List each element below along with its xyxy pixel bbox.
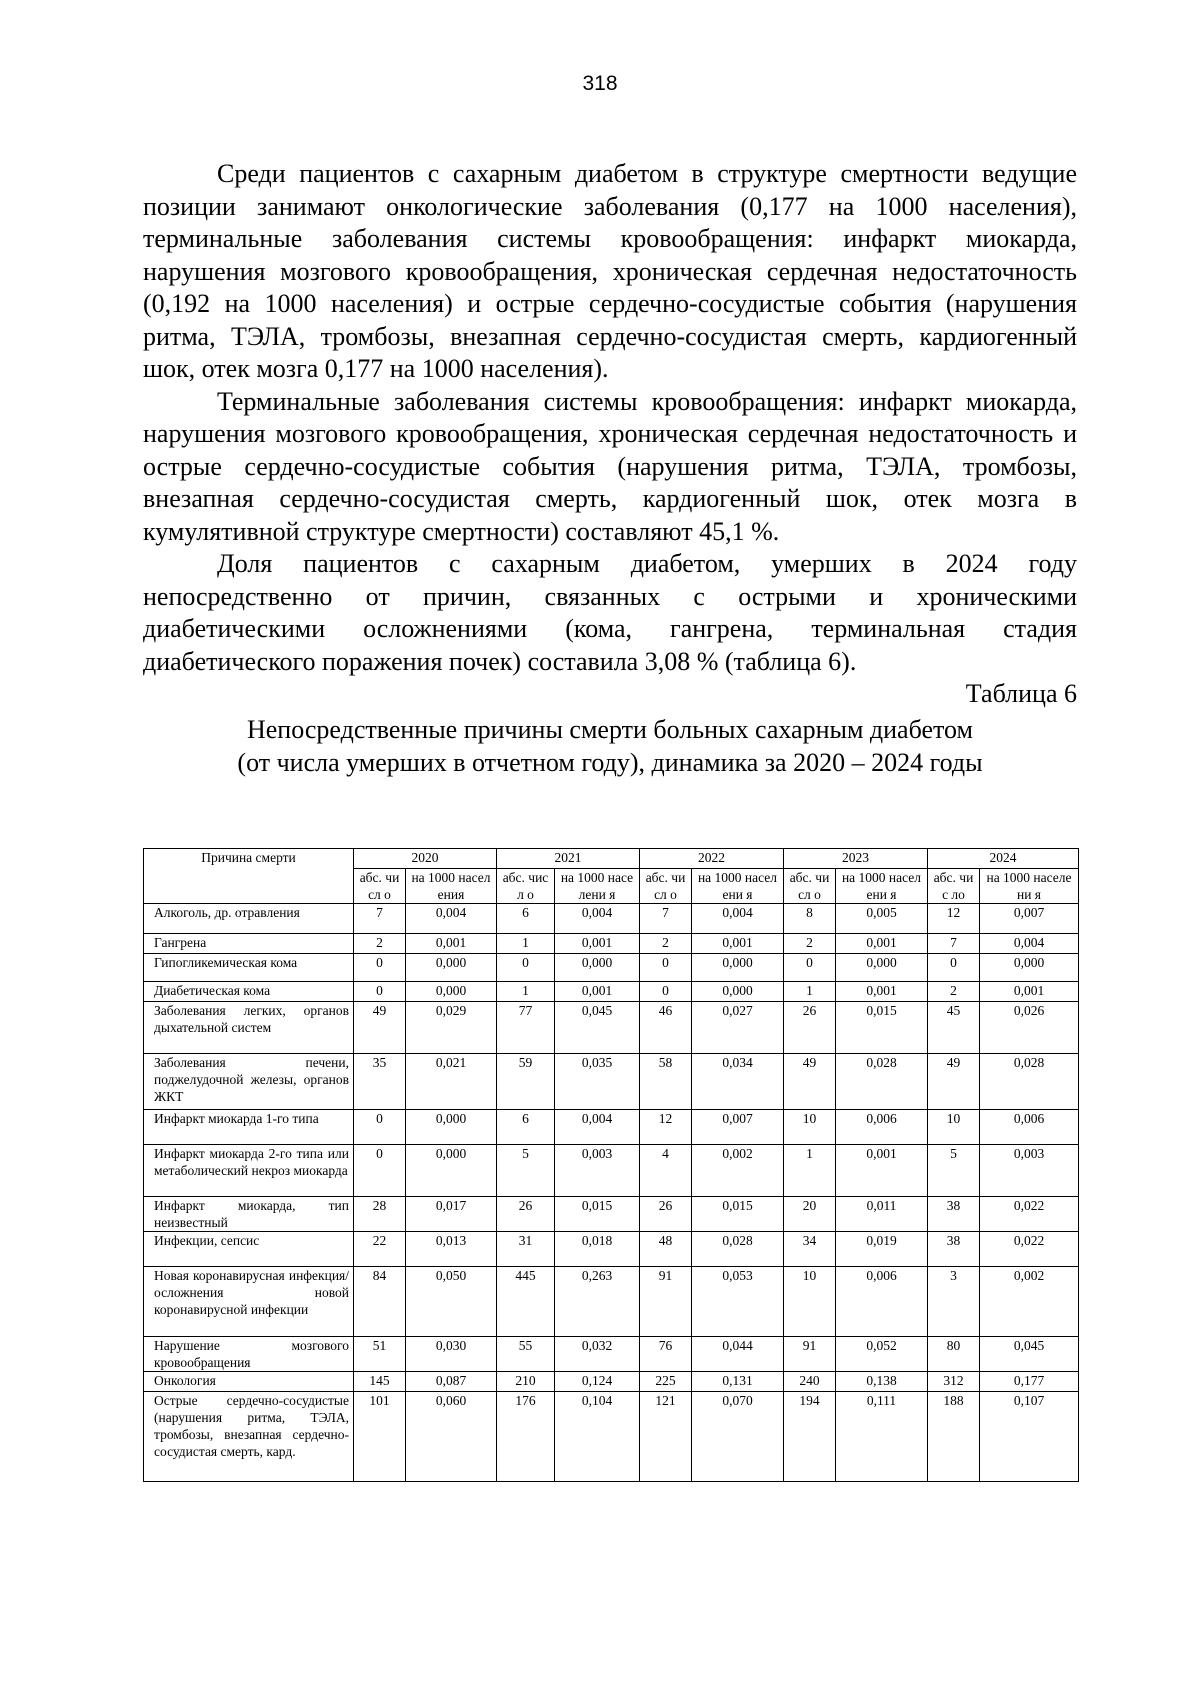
rate-value-cell: 0,007	[980, 904, 1079, 934]
abs-value-cell: 101	[354, 1392, 406, 1482]
abs-value-cell: 0	[354, 1145, 406, 1197]
paragraph: Среди пациентов с сахарным диабетом в структуре смертности ведущие позиции занимают онкологические заболевания (0,177 на 1000 населения), терминальные заболевания системы кровообращения: инфаркт миокарда, нарушения мозгового кровообращения, хроническая сердечная недостаточность (0,192 на 1000 населения) и острые сердечно-сосудистые события (нарушения ритма, ТЭЛА, тромбозы, внезапная сердечно-сосудистая смерть, кардиогенный шок, отек мозга 0,177 на 1000 населения).	[143, 159, 1077, 383]
rate-value-cell: 0,005	[836, 904, 928, 934]
rate-value-cell: 0,022	[980, 1197, 1079, 1232]
table-row	[144, 954, 1079, 982]
rate-header: на 1000 населени я	[980, 869, 1079, 904]
abs-header: абс. числ о	[497, 869, 555, 904]
abs-value-cell: 49	[784, 1054, 836, 1110]
year-header: 2020	[354, 849, 497, 869]
abs-value-cell: 6	[497, 904, 555, 934]
abs-value-cell: 34	[784, 1232, 836, 1267]
rate-value-cell: 0,000	[406, 1145, 497, 1197]
rate-header: на 1000 населения	[406, 869, 497, 904]
abs-value-cell: 121	[640, 1392, 692, 1482]
rate-value-cell: 0,007	[692, 1110, 784, 1145]
abs-value-cell: 49	[928, 1054, 980, 1110]
rate-value-cell: 0,004	[692, 904, 784, 934]
cause-cell: Инфаркт миокарда 2-го типа или метаболический некроз миокарда	[144, 1145, 354, 1197]
rate-value-cell: 0,263	[555, 1267, 640, 1337]
rate-header: на 1000 населени я	[836, 869, 928, 904]
rate-value-cell: 0,003	[555, 1145, 640, 1197]
page-number: 318	[582, 72, 618, 95]
table-label: Таблица 6	[965, 679, 1077, 708]
rate-value-cell: 0,000	[406, 1110, 497, 1145]
rate-value-cell: 0,015	[836, 1002, 928, 1054]
abs-value-cell: 48	[640, 1232, 692, 1267]
table-row	[144, 1145, 1079, 1197]
cause-header: Причина смерти	[144, 849, 354, 904]
abs-value-cell: 6	[497, 1110, 555, 1145]
abs-value-cell: 91	[784, 1337, 836, 1372]
abs-value-cell: 38	[928, 1232, 980, 1267]
rate-value-cell: 0,050	[406, 1267, 497, 1337]
abs-header: абс. числ о	[640, 869, 692, 904]
abs-value-cell: 84	[354, 1267, 406, 1337]
cause-cell: Новая коронавирусная инфекция/осложнения новой коронавирусной инфекции	[144, 1267, 354, 1337]
rate-value-cell: 0,017	[406, 1197, 497, 1232]
year-header: 2023	[784, 849, 928, 869]
abs-value-cell: 31	[497, 1232, 555, 1267]
abs-value-cell: 188	[928, 1392, 980, 1482]
table-row	[144, 1392, 1079, 1482]
abs-value-cell: 35	[354, 1054, 406, 1110]
paragraph: Терминальные заболевания системы кровообращения: инфаркт миокарда, нарушения мозгового кровообращения, хроническая сердечная недостаточность и острые сердечно-сосудистые события (нарушения ритма, ТЭЛА, тромбозы, внезапная сердечно-сосудистая смерть, кардиогенный шок, отек мозга в кумулятивной структуре смертности) составляют 45,1 %.	[143, 386, 1077, 546]
rate-value-cell: 0,004	[980, 934, 1079, 954]
rate-value-cell: 0,001	[836, 934, 928, 954]
rate-value-cell: 0,001	[555, 982, 640, 1002]
abs-value-cell: 7	[640, 904, 692, 934]
rate-value-cell: 0,028	[836, 1054, 928, 1110]
cause-cell: Гипогликемическая кома	[144, 954, 354, 982]
rate-value-cell: 0,052	[836, 1337, 928, 1372]
rate-value-cell: 0,032	[555, 1337, 640, 1372]
rate-value-cell: 0,030	[406, 1337, 497, 1372]
cause-cell: Диабетическая кома	[144, 982, 354, 1002]
year-header: 2024	[928, 849, 1079, 869]
table-row	[144, 1267, 1079, 1337]
rate-value-cell: 0,053	[692, 1267, 784, 1337]
abs-value-cell: 225	[640, 1372, 692, 1392]
rate-value-cell: 0,070	[692, 1392, 784, 1482]
rate-value-cell: 0,044	[692, 1337, 784, 1372]
abs-value-cell: 1	[784, 1145, 836, 1197]
rate-value-cell: 0,028	[692, 1232, 784, 1267]
rate-value-cell: 0,021	[406, 1054, 497, 1110]
rate-value-cell: 0,002	[692, 1145, 784, 1197]
abs-value-cell: 91	[640, 1267, 692, 1337]
abs-value-cell: 20	[784, 1197, 836, 1232]
cause-cell: Острые сердечно-сосудистые (нарушения ритма, ТЭЛА, тромбозы, внезапная сердечно-сосудистая смерть, кард.	[144, 1392, 354, 1482]
abs-value-cell: 445	[497, 1267, 555, 1337]
abs-value-cell: 26	[640, 1197, 692, 1232]
abs-value-cell: 10	[784, 1110, 836, 1145]
rate-value-cell: 0,011	[836, 1197, 928, 1232]
abs-value-cell: 2	[640, 934, 692, 954]
abs-value-cell: 55	[497, 1337, 555, 1372]
rate-value-cell: 0,124	[555, 1372, 640, 1392]
rate-value-cell: 0,015	[555, 1197, 640, 1232]
cause-cell: Инфекции, сепсис	[144, 1232, 354, 1267]
abs-value-cell: 28	[354, 1197, 406, 1232]
rate-value-cell: 0,001	[980, 982, 1079, 1002]
abs-value-cell: 8	[784, 904, 836, 934]
abs-header: абс. чис ло	[928, 869, 980, 904]
abs-value-cell: 38	[928, 1197, 980, 1232]
rate-value-cell: 0,027	[692, 1002, 784, 1054]
table-row	[144, 1002, 1079, 1054]
rate-value-cell: 0,138	[836, 1372, 928, 1392]
table-row	[144, 1110, 1079, 1145]
table-row	[144, 934, 1079, 954]
abs-value-cell: 77	[497, 1002, 555, 1054]
abs-value-cell: 59	[497, 1054, 555, 1110]
paragraph: Доля пациентов с сахарным диабетом, умерших в 2024 году непосредственно от причин, связанных с острыми и хроническими диабетическими осложнениями (кома, гангрена, терминальная стадия диабетического поражения почек) составила 3,08 % (таблица 6).	[143, 549, 1077, 676]
abs-value-cell: 0	[354, 982, 406, 1002]
rate-value-cell: 0,022	[980, 1232, 1079, 1267]
abs-value-cell: 10	[928, 1110, 980, 1145]
abs-value-cell: 2	[928, 982, 980, 1002]
abs-value-cell: 0	[784, 954, 836, 982]
abs-header: абс. числ о	[784, 869, 836, 904]
rate-value-cell: 0,000	[692, 982, 784, 1002]
rate-value-cell: 0,034	[692, 1054, 784, 1110]
rate-value-cell: 0,177	[980, 1372, 1079, 1392]
abs-value-cell: 0	[640, 982, 692, 1002]
rate-value-cell: 0,045	[555, 1002, 640, 1054]
rate-value-cell: 0,006	[836, 1110, 928, 1145]
abs-value-cell: 312	[928, 1372, 980, 1392]
abs-value-cell: 46	[640, 1002, 692, 1054]
abs-value-cell: 3	[928, 1267, 980, 1337]
abs-value-cell: 26	[497, 1197, 555, 1232]
abs-value-cell: 2	[354, 934, 406, 954]
rate-value-cell: 0,000	[836, 954, 928, 982]
table-row	[144, 904, 1079, 934]
rate-value-cell: 0,018	[555, 1232, 640, 1267]
abs-value-cell: 49	[354, 1002, 406, 1054]
abs-value-cell: 7	[928, 934, 980, 954]
abs-value-cell: 76	[640, 1337, 692, 1372]
rate-value-cell: 0,000	[555, 954, 640, 982]
abs-value-cell: 1	[497, 934, 555, 954]
rate-header: на 1000 населени я	[692, 869, 784, 904]
abs-value-cell: 1	[784, 982, 836, 1002]
abs-value-cell: 0	[640, 954, 692, 982]
abs-value-cell: 7	[354, 904, 406, 934]
cause-cell: Заболевания легких, органов дыхательной систем	[144, 1002, 354, 1054]
table-body	[144, 904, 1079, 1482]
rate-value-cell: 0,104	[555, 1392, 640, 1482]
abs-value-cell: 210	[497, 1372, 555, 1392]
abs-value-cell: 0	[354, 954, 406, 982]
rate-value-cell: 0,000	[406, 982, 497, 1002]
table-row	[144, 982, 1079, 1002]
rate-value-cell: 0,026	[980, 1002, 1079, 1054]
table-title-line: Непосредственные причины смерти больных сахарным диабетом	[246, 714, 974, 744]
rate-value-cell: 0,013	[406, 1232, 497, 1267]
rate-value-cell: 0,035	[555, 1054, 640, 1110]
rate-value-cell: 0,000	[980, 954, 1079, 982]
rate-value-cell: 0,004	[555, 904, 640, 934]
year-header: 2021	[497, 849, 640, 869]
table-title	[143, 713, 1077, 779]
abs-value-cell: 26	[784, 1002, 836, 1054]
rate-value-cell: 0,131	[692, 1372, 784, 1392]
abs-value-cell: 22	[354, 1232, 406, 1267]
cause-cell: Алкоголь, др. отравления	[144, 904, 354, 934]
document-body	[143, 158, 1077, 779]
year-header: 2022	[640, 849, 784, 869]
rate-value-cell: 0,001	[406, 934, 497, 954]
abs-value-cell: 0	[354, 1110, 406, 1145]
rate-value-cell: 0,028	[980, 1054, 1079, 1110]
rate-value-cell: 0,045	[980, 1337, 1079, 1372]
cause-cell: Инфаркт миокарда 1-го типа	[144, 1110, 354, 1145]
cause-cell: Гангрена	[144, 934, 354, 954]
rate-value-cell: 0,001	[836, 982, 928, 1002]
abs-value-cell: 10	[784, 1267, 836, 1337]
abs-value-cell: 80	[928, 1337, 980, 1372]
abs-value-cell: 12	[928, 904, 980, 934]
table-row	[144, 1232, 1079, 1267]
rate-value-cell: 0,107	[980, 1392, 1079, 1482]
cause-cell: Инфаркт миокарда, тип неизвестный	[144, 1197, 354, 1232]
rate-value-cell: 0,001	[555, 934, 640, 954]
rate-value-cell: 0,004	[406, 904, 497, 934]
mortality-table	[143, 848, 1079, 1482]
abs-value-cell: 12	[640, 1110, 692, 1145]
rate-value-cell: 0,060	[406, 1392, 497, 1482]
table-title-line: (от числа умерших в отчетном году), динамика за 2020 – 2024 годы	[237, 747, 983, 777]
abs-value-cell: 0	[497, 954, 555, 982]
rate-value-cell: 0,001	[692, 934, 784, 954]
rate-value-cell: 0,019	[836, 1232, 928, 1267]
rate-value-cell: 0,029	[406, 1002, 497, 1054]
rate-value-cell: 0,000	[406, 954, 497, 982]
rate-value-cell: 0,002	[980, 1267, 1079, 1337]
abs-value-cell: 5	[497, 1145, 555, 1197]
cause-cell: Онкология	[144, 1372, 354, 1392]
rate-value-cell: 0,003	[980, 1145, 1079, 1197]
table-row	[144, 1054, 1079, 1110]
rate-value-cell: 0,006	[980, 1110, 1079, 1145]
abs-value-cell: 4	[640, 1145, 692, 1197]
abs-value-cell: 58	[640, 1054, 692, 1110]
abs-value-cell: 0	[928, 954, 980, 982]
abs-value-cell: 194	[784, 1392, 836, 1482]
rate-value-cell: 0,004	[555, 1110, 640, 1145]
abs-value-cell: 240	[784, 1372, 836, 1392]
rate-value-cell: 0,000	[692, 954, 784, 982]
abs-value-cell: 5	[928, 1145, 980, 1197]
rate-value-cell: 0,001	[836, 1145, 928, 1197]
rate-value-cell: 0,006	[836, 1267, 928, 1337]
abs-value-cell: 45	[928, 1002, 980, 1054]
rate-value-cell: 0,015	[692, 1197, 784, 1232]
rate-header: на 1000 населени я	[555, 869, 640, 904]
rate-value-cell: 0,111	[836, 1392, 928, 1482]
abs-value-cell: 176	[497, 1392, 555, 1482]
rate-value-cell: 0,087	[406, 1372, 497, 1392]
abs-value-cell: 1	[497, 982, 555, 1002]
abs-value-cell: 51	[354, 1337, 406, 1372]
abs-header: абс. числ о	[354, 869, 406, 904]
abs-value-cell: 2	[784, 934, 836, 954]
table-row	[144, 1197, 1079, 1232]
abs-value-cell: 145	[354, 1372, 406, 1392]
table-row	[144, 1372, 1079, 1392]
cause-cell: Нарушение мозгового кровообращения	[144, 1337, 354, 1372]
table-row	[144, 1337, 1079, 1372]
cause-cell: Заболевания печени, поджелудочной железы, органов ЖКТ	[144, 1054, 354, 1110]
